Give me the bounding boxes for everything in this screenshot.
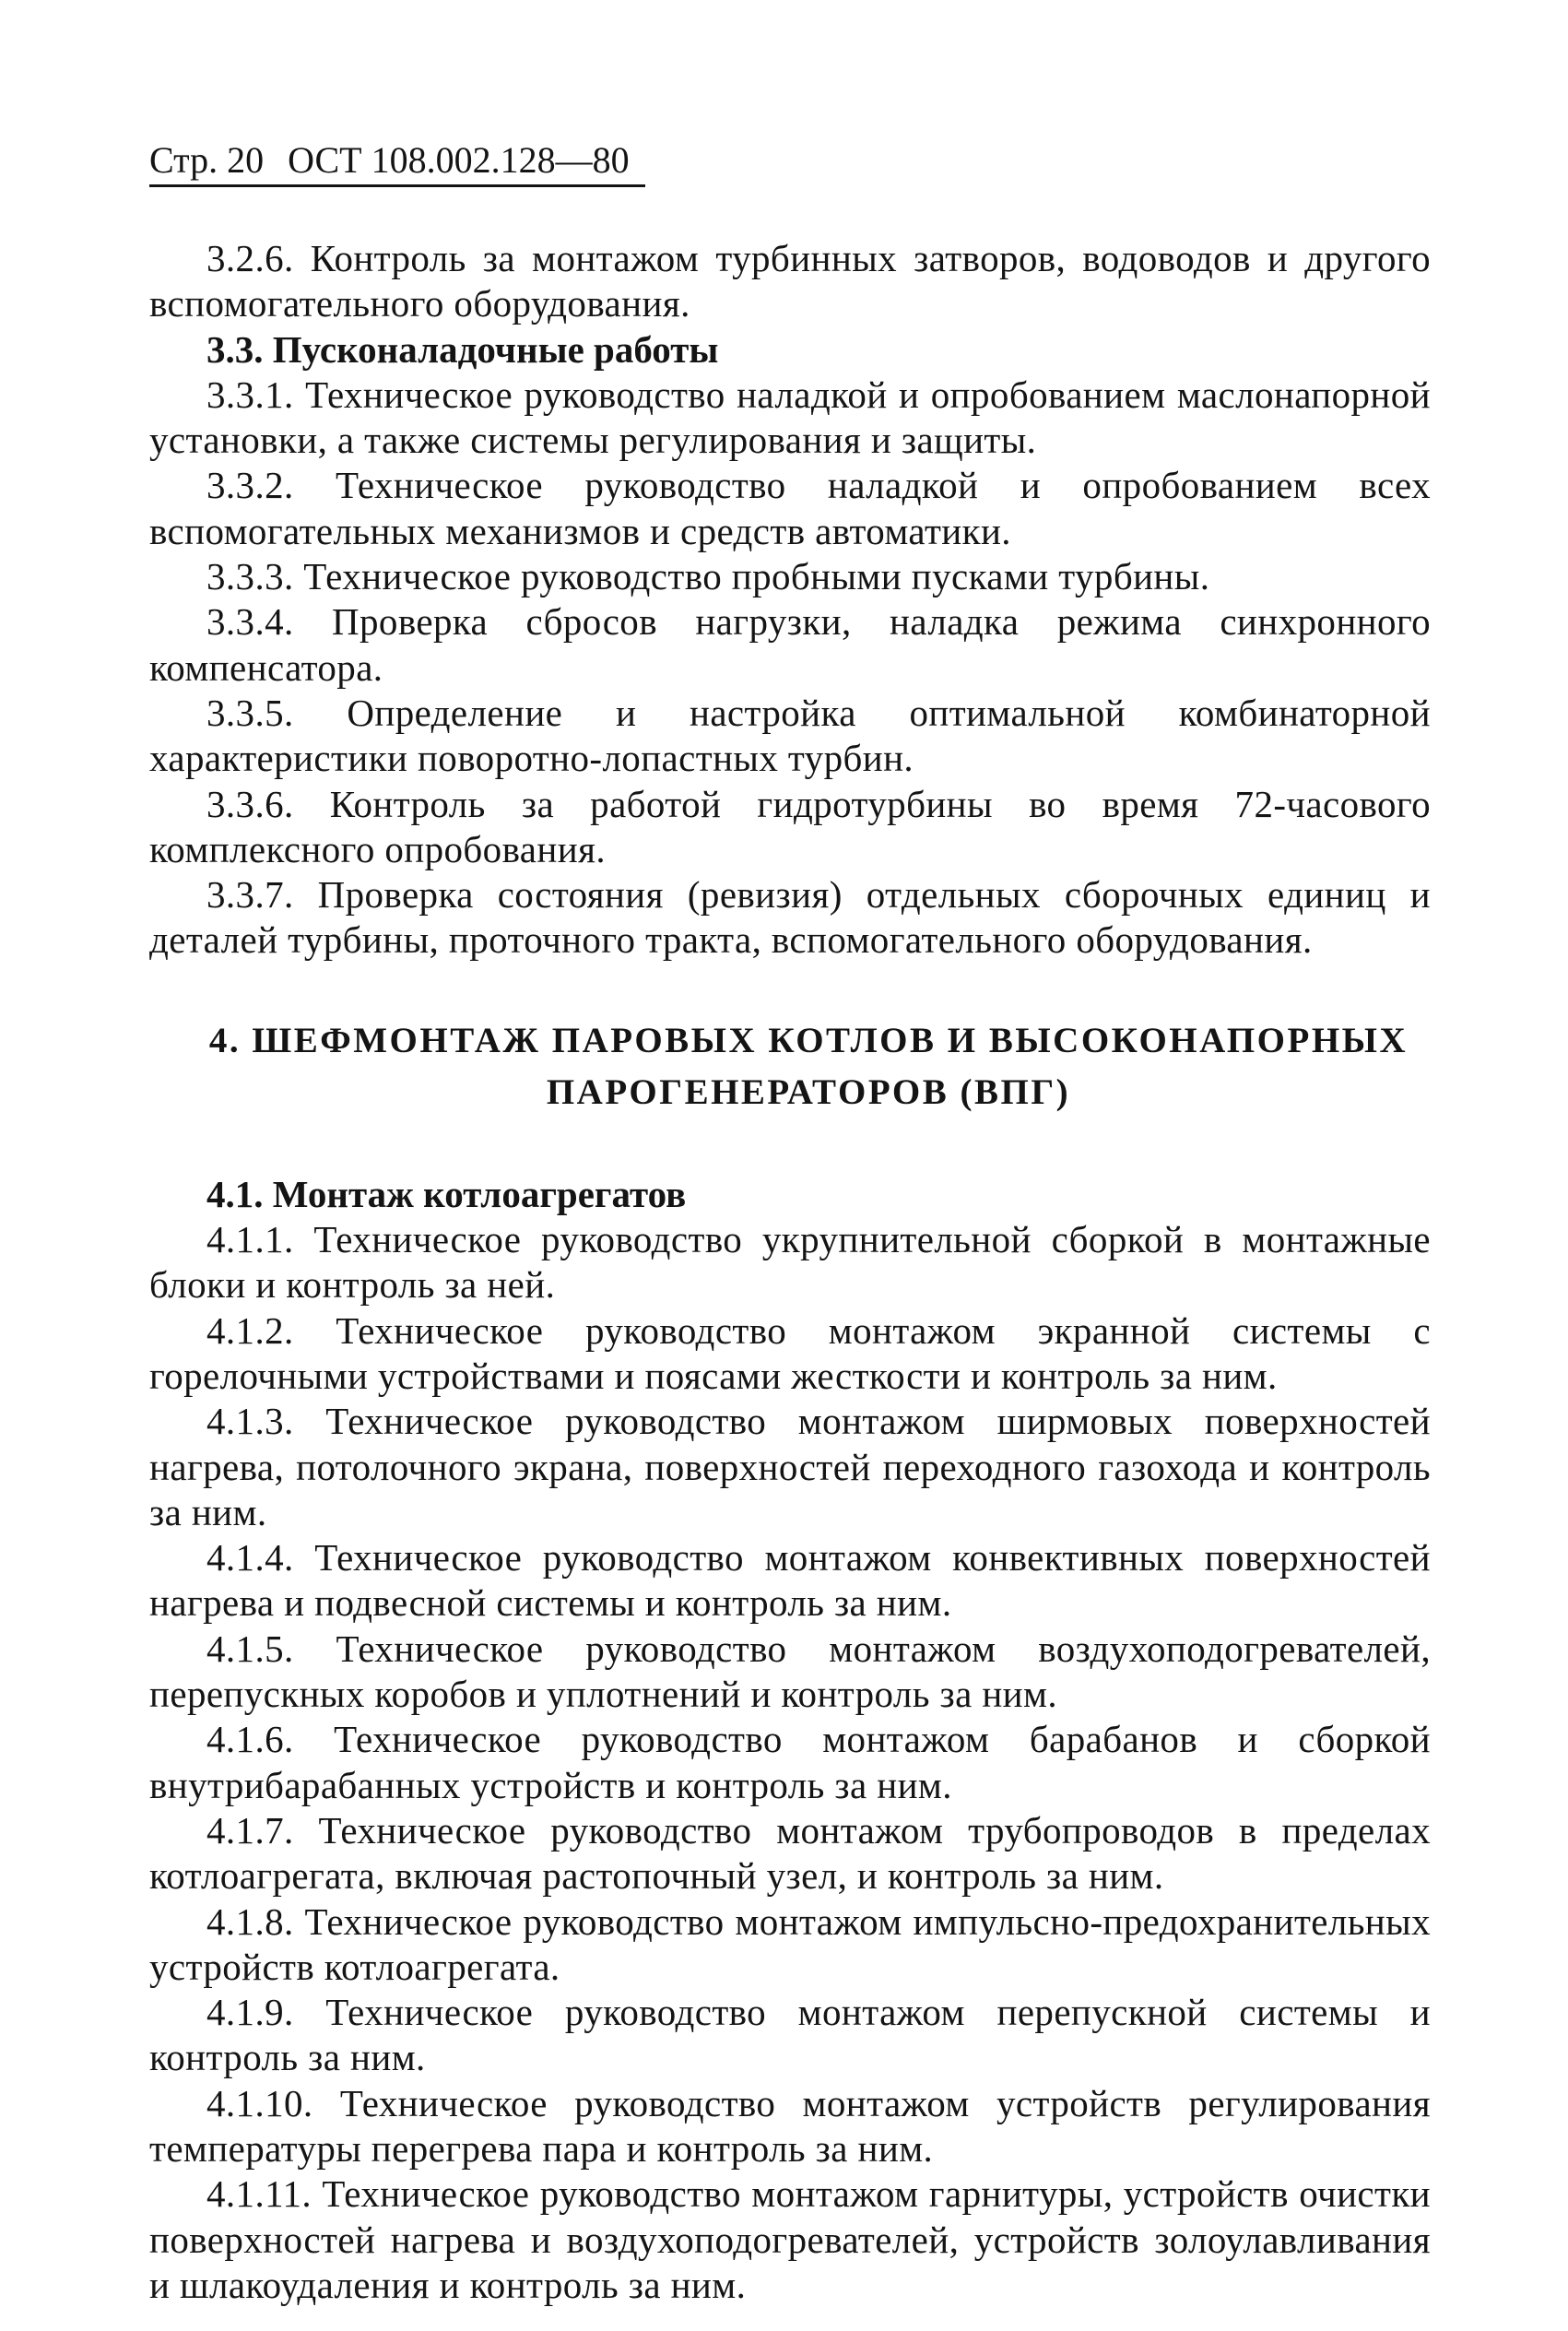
section-4-title-line-2: ПАРОГЕНЕРАТОРОВ (ВПГ) [546,1071,1071,1112]
paragraph: 3.3.2. Техническое руководство наладкой и опробованием всех вспомогательных механизмов и средств автоматики. [149,464,1431,552]
paragraph: 4.1.11. Техническое руководство монтажом гарнитуры, устройств очистки поверхностей нагрева и воздухоподогревателей, устройств золоулавливания и шлакоудаления и контроль за ним. [149,2172,1431,2306]
paragraph: 4.1.10. Техническое руководство монтажом устройств регулирования температуры перегрева пара и контроль за ним. [149,2081,1431,2170]
paragraph: 4.1.5. Техническое руководство монтажом воздухоподогревателей, перепускных коробов и уплотнений и контроль за ним. [149,1627,1431,1716]
paragraph: 3.3.4. Проверка сбросов нагрузки, наладка режима синхронного компенсатора. [149,600,1431,689]
paragraph: 4.1.3. Техническое руководство монтажом ширмовых поверхностей нагрева, потолочного экрана, поверхностей переходного газохода и контроль за ним. [149,1400,1431,1533]
section-4-title [149,1015,1431,1118]
paragraph: 4.1.4. Техническое руководство монтажом конвективных поверхностей нагрева и подвесной системы и контроль за ним. [149,1536,1431,1625]
section-4-title-line-1: 4. ШЕФМОНТАЖ ПАРОВЫХ КОТЛОВ И ВЫСОКОНАПОРНЫХ [208,1020,1409,1060]
paragraph: 4.1.2. Техническое руководство монтажом экранной системы с горелочными устройствами и поясами жесткости и контроль за ним. [149,1308,1431,1397]
running-header [149,138,643,183]
subsection-heading: 4.1. Монтаж котлоагрегатов [206,1172,687,1215]
paragraph: 4.1.7. Техническое руководство монтажом трубопроводов в пределах котлоагрегата, включая растопочный узел, и контроль за ним. [149,1808,1431,1898]
subsection-heading: 3.3. Пусконаладочные работы [206,327,719,371]
paragraph: 3.3.7. Проверка состояния (ревизия) отдельных сборочных единиц и деталей турбины, проточного тракта, вспомогательного оборудования. [149,873,1431,962]
paragraph: 3.2.6. Контроль за монтажом турбинных затворов, водоводов и другого вспомогательного оборудования. [149,237,1431,325]
paragraph: 4.1.6. Техническое руководство монтажом барабанов и сборкой внутрибарабанных устройств и контроль за ним. [149,1718,1431,1806]
paragraph: 3.3.1. Техническое руководство наладкой и опробованием маслонапорной установки, а также системы регулирования и защиты. [149,373,1431,462]
page-number: Стр. 20 [149,139,265,181]
body-text [149,236,1431,2308]
paragraph: 4.1.9. Техническое руководство монтажом перепускной системы и контроль за ним. [149,1991,1431,2079]
paragraph: 3.3.3. Техническое руководство пробными пусками турбины. [206,555,1210,598]
paragraph: 3.3.6. Контроль за работой гидротурбины во время 72-часового комплексного опробования. [149,782,1431,870]
section-4-1-block [149,1172,1431,2308]
header-rule [149,184,645,187]
standard-code: ОСТ 108.002.128—80 [288,139,630,181]
paragraph: 4.1.1. Техническое руководство укрупнительной сборкой в монтажные блоки и контроль за ней. [149,1218,1431,1307]
paragraph: 3.3.5. Определение и настройка оптимальной комбинаторной характеристики поворотно-лопастных турбин. [149,691,1431,780]
paragraph: 4.1.8. Техническое руководство монтажом импульсно-предохранительных устройств котлоагрегата. [149,1899,1431,1988]
section-3-3-block [149,236,1431,964]
